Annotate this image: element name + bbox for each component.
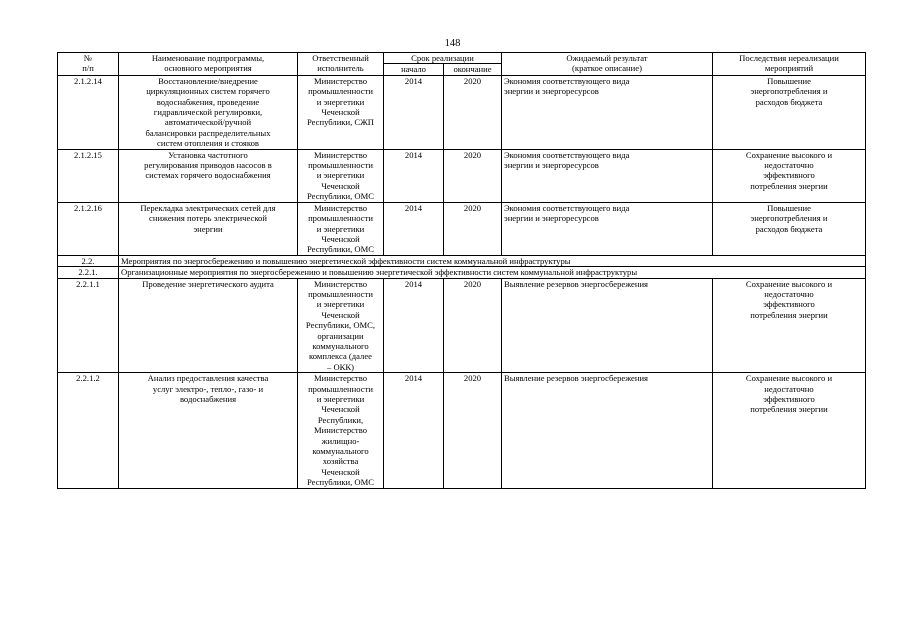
row-num: 2.1.2.16 (58, 202, 119, 255)
row-name-line: Анализ предоставления качества (147, 373, 269, 384)
row-consequences-line: Сохранение высокого и (745, 373, 833, 384)
row-responsible-line: Республики, ОМС (307, 191, 374, 202)
header-consequences: Последствия нереализации мероприятий (713, 53, 866, 76)
row-start: 2014 (384, 278, 444, 373)
row-responsible-line: Чеченской (321, 404, 360, 415)
row-start: 2014 (384, 75, 444, 149)
row-result (502, 373, 713, 488)
row-num: 2.1.2.14 (58, 75, 119, 149)
row-responsible-line: промышленности (308, 160, 373, 171)
row-responsible (298, 373, 384, 488)
row-responsible-line: промышленности (308, 288, 373, 299)
row-consequences-line: Сохранение высокого и (745, 278, 833, 289)
row-name (119, 202, 298, 255)
table-row (58, 149, 866, 202)
row-result (502, 278, 713, 373)
row-responsible-line: промышленности (308, 86, 373, 97)
row-responsible-line: Республики, ОМС, (305, 320, 376, 331)
row-name-line: Перекладка электрических сетей для (140, 202, 276, 213)
row-responsible-line: коммунального (312, 340, 369, 351)
row-responsible-line: и энергетики (316, 394, 365, 404)
header-num: № п/п (58, 53, 119, 76)
row-consequences-line: потребления энергии (750, 180, 828, 191)
row-responsible-line: Чеченской (321, 233, 360, 244)
row-consequences-line: Сохранение высокого и (745, 149, 833, 160)
row-consequences (713, 202, 866, 255)
row-name (119, 278, 298, 373)
row-responsible-line: Республики, ОМС (307, 244, 374, 255)
row-responsible-line: Чеченской (321, 180, 360, 191)
row-responsible-line: Чеченской (321, 107, 360, 118)
row-responsible (298, 75, 384, 149)
row-name (119, 75, 298, 149)
row-result-line: Экономия соответствующего вида (504, 75, 630, 86)
header-result: Ожидаемый результат (краткое описание) (502, 53, 713, 76)
row-start: 2014 (384, 373, 444, 488)
row-responsible-line: организации (317, 330, 364, 341)
row-consequences (713, 149, 866, 202)
table-row (58, 373, 866, 488)
row-result-line: Выявление резервов энергосбережения (504, 278, 649, 289)
row-responsible-line: и энергетики (316, 223, 365, 234)
row-result-line: Выявление резервов энергосбережения (504, 373, 649, 384)
row-consequences-line: недостаточно (764, 288, 814, 299)
row-num: 2.1.2.15 (58, 149, 119, 202)
row-consequences-line: Повышение (767, 75, 811, 86)
row-consequences-line: энергопотребления и (750, 86, 828, 97)
row-result (502, 202, 713, 255)
table-row (58, 75, 866, 149)
row-consequences (713, 75, 866, 149)
row-responsible-line: хозяйства (322, 456, 359, 467)
section-row-2-2-1 (58, 267, 866, 278)
header-period: Срок реализации (384, 53, 502, 64)
row-responsible (298, 278, 384, 373)
section-num: 2.2. (58, 255, 119, 266)
row-name-line: водоснабжения, проведение (156, 96, 260, 107)
row-result (502, 149, 713, 202)
row-responsible-line: Министерство (314, 425, 367, 436)
row-end: 2020 (444, 373, 502, 488)
row-consequences-line: расходов бюджета (755, 223, 823, 234)
row-consequences-line: эффективного (763, 394, 815, 404)
row-responsible-line: Министерство (314, 75, 367, 86)
row-responsible-line: и энергетики (316, 96, 365, 107)
row-consequences-line: эффективного (763, 170, 815, 181)
row-consequences-line: недостаточно (764, 383, 814, 394)
row-name-line: Восстановление/внедрение (158, 75, 258, 86)
page-number: 148 (444, 38, 461, 49)
section-title: Мероприятия по энергосбережению и повышению энергетической эффективности систем коммунальной инфраструктуры (119, 255, 866, 266)
row-name-line: циркуляционных систем горячего (146, 86, 270, 97)
row-name-line: системах горячего водоснабжения (145, 170, 271, 181)
row-num: 2.2.1.1 (58, 278, 119, 373)
header-row-1 (58, 53, 866, 64)
row-responsible-line: Чеченской (321, 309, 360, 320)
rows-block (58, 75, 866, 255)
row-consequences (713, 278, 866, 373)
row-responsible-line: коммунального (312, 446, 369, 457)
header-responsible: Ответственный исполнитель (298, 53, 384, 76)
row-name-line: Установка частотного (168, 149, 248, 160)
row-responsible-line: и энергетики (316, 299, 365, 310)
row-responsible-line: – ОКК) (327, 361, 354, 372)
row-responsible-line: Республики, (317, 414, 364, 425)
row-consequences (713, 373, 866, 488)
row-responsible-line: Министерство (314, 202, 367, 213)
row-consequences-line: недостаточно (764, 160, 814, 171)
section-title: Организационные мероприятия по энергосбережению и повышению энергетической эффективности систем коммунальной инфраструктуры (119, 267, 866, 278)
row-start: 2014 (384, 202, 444, 255)
row-name-line: Проведение энергетического аудита (142, 278, 274, 289)
row-end: 2020 (444, 75, 502, 149)
row-consequences-line: расходов бюджета (755, 96, 823, 107)
row-responsible-line: Министерство (314, 373, 367, 384)
row-responsible-line: промышленности (308, 213, 373, 224)
row-name-line: гидравлической регулировки, (153, 107, 263, 118)
row-consequences-line: Повышение (767, 202, 811, 213)
row-responsible-line: Министерство (314, 278, 367, 289)
row-end: 2020 (444, 202, 502, 255)
row-start: 2014 (384, 149, 444, 202)
row-responsible-line: жилищно- (321, 435, 360, 446)
row-result-line: энергии и энергоресурсов (504, 213, 599, 224)
row-name-line: балансировки распределительных (145, 127, 271, 138)
header-name: Наименование подпрограммы, основного мероприятия (119, 53, 298, 76)
row-result-line: энергии и энергоресурсов (504, 160, 599, 171)
row-consequences-line: потребления энергии (750, 404, 828, 415)
row-result-line: энергии и энергоресурсов (504, 86, 599, 97)
header-start: начало (384, 64, 444, 75)
table-row (58, 278, 866, 373)
row-name-line: систем отопления и стояков (157, 138, 259, 149)
table-row (58, 202, 866, 255)
row-end: 2020 (444, 149, 502, 202)
row-responsible (298, 149, 384, 202)
row-responsible-line: Республики, ОМС (307, 477, 374, 488)
row-responsible (298, 202, 384, 255)
row-responsible-line: комплекса (далее (309, 351, 372, 362)
row-name-line: услуг электро-, тепло-, газо- и (152, 383, 264, 394)
row-result-line: Экономия соответствующего вида (504, 149, 630, 160)
header-end: окончание (444, 64, 502, 75)
row-name (119, 149, 298, 202)
row-consequences-line: энергопотребления и (750, 213, 828, 224)
row-name-line: снижения потерь электрической (149, 213, 267, 224)
row-responsible-line: промышленности (308, 383, 373, 394)
row-responsible-line: и энергетики (316, 170, 365, 181)
row-consequences-line: эффективного (763, 299, 815, 310)
section-num: 2.2.1. (58, 267, 119, 278)
row-name-line: водоснабжения (179, 394, 237, 404)
row-responsible-line: Министерство (314, 149, 367, 160)
row-responsible-line: Республики, СЖП (306, 117, 375, 128)
row-name-line: регулирования приводов насосов в (144, 160, 272, 171)
row-consequences-line: потребления энергии (750, 309, 828, 320)
row-end: 2020 (444, 278, 502, 373)
row-responsible-line: Чеченской (321, 466, 360, 477)
row-name (119, 373, 298, 488)
row-result (502, 75, 713, 149)
row-result-line: Экономия соответствующего вида (504, 202, 630, 213)
row-name-line: энергии (193, 223, 223, 234)
rows2-block (58, 278, 866, 488)
row-name-line: автоматической/ручной (164, 117, 252, 128)
section-row-2-2 (58, 255, 866, 266)
program-table (57, 52, 866, 489)
row-num: 2.2.1.2 (58, 373, 119, 488)
